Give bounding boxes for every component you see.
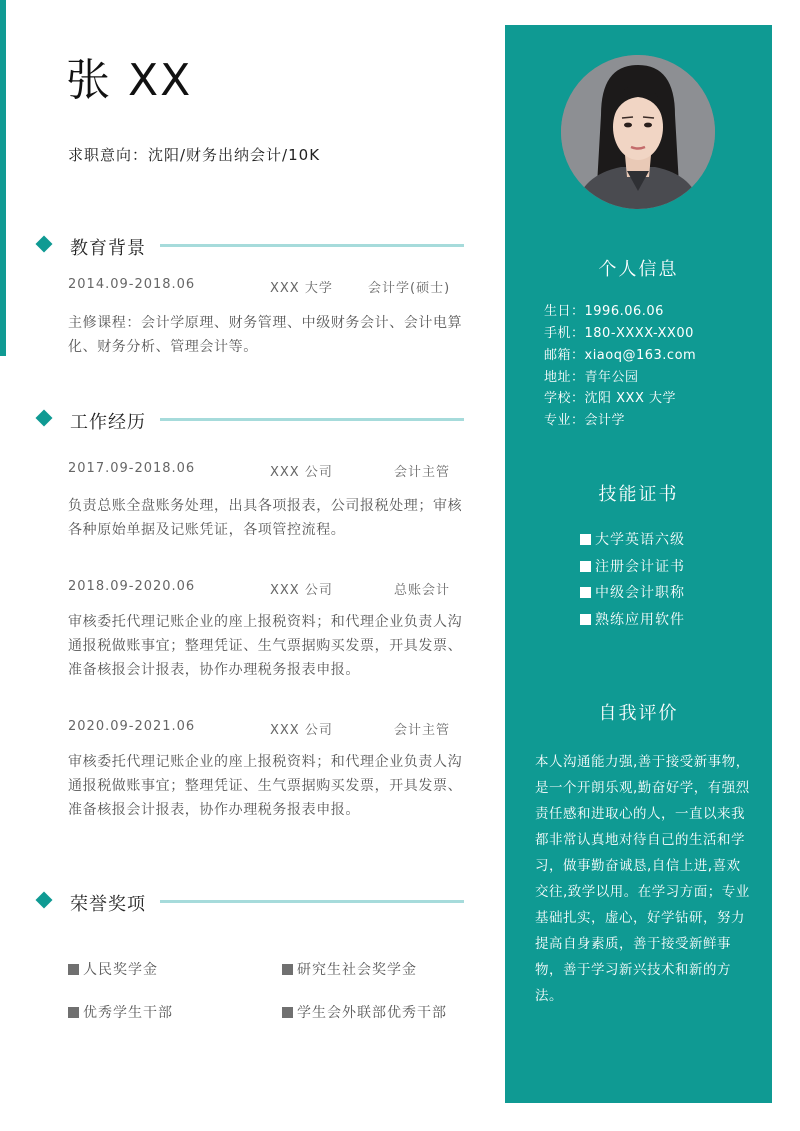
work-company: XXX 公司 xyxy=(270,723,333,738)
award-label: 研究生社会奖学金 xyxy=(297,962,417,978)
left-accent-bar xyxy=(0,0,6,356)
education-major: 会计学(硕士) xyxy=(368,281,451,296)
award-label: 人民奖学金 xyxy=(83,962,158,978)
diamond-icon xyxy=(36,410,53,427)
square-bullet-icon xyxy=(68,1007,79,1018)
square-bullet-icon xyxy=(580,587,591,598)
self-eval-text: 本人沟通能力强,善于接受新事物，是一个开朗乐观,勤奋好学，有强烈责任感和进取心的人，一直以来我都非常认真地对待自己的生活和学习，做事勤奋诚恳,自信上进,喜欢交往,致学以用。在学习方面；专业基础扎实，虚心，好学钻研，努力提高自身素质，善于接受新鲜事物，善于学习新兴技术和新的方法。 xyxy=(535,754,750,1004)
work-date: 2017.09-2018.06 xyxy=(68,461,196,476)
personal-birthday: 生日：1996.06.06 xyxy=(544,304,664,319)
sidebar-panel xyxy=(505,25,772,1103)
personal-email: 邮箱：xiaoq@163.com xyxy=(544,348,697,363)
work-header xyxy=(36,408,464,432)
award-item xyxy=(68,1002,173,1022)
education-title: 教育背景 xyxy=(70,238,146,259)
skill-label: 大学英语六级 xyxy=(595,532,685,548)
award-item xyxy=(68,959,158,979)
skill-label: 注册会计证书 xyxy=(595,559,685,575)
education-date: 2014.09-2018.06 xyxy=(68,277,196,292)
square-bullet-icon xyxy=(580,614,591,625)
work-role: 会计主管 xyxy=(394,723,451,738)
skill-label: 熟练应用软件 xyxy=(595,612,685,628)
skill-item xyxy=(580,529,685,549)
award-item xyxy=(282,1002,447,1022)
personal-major: 专业：会计学 xyxy=(544,413,626,428)
work-role: 总账会计 xyxy=(394,583,451,598)
skills-title: 技能证书 xyxy=(598,484,679,505)
self-eval-title: 自我评价 xyxy=(598,703,679,724)
profile-photo xyxy=(561,55,715,209)
square-bullet-icon xyxy=(282,1007,293,1018)
personal-title: 个人信息 xyxy=(598,259,679,280)
diamond-icon xyxy=(36,892,53,909)
work-desc: 审核委托代理记账企业的座上报税资料；和代理企业负责人沟通报税做账事宜；整理凭证、生气票据购买发票，开具发票、准备核报会计报表，协作办理税务报表申报。 xyxy=(68,754,463,818)
skill-item xyxy=(580,582,685,602)
education-school: XXX 大学 xyxy=(270,281,333,296)
honors-title: 荣誉奖项 xyxy=(70,894,146,915)
section-rule xyxy=(160,418,464,421)
work-title: 工作经历 xyxy=(70,412,146,433)
work-company: XXX 公司 xyxy=(270,465,333,480)
section-rule xyxy=(160,244,464,247)
square-bullet-icon xyxy=(68,964,79,975)
skill-label: 中级会计职称 xyxy=(595,585,685,601)
work-desc: 审核委托代理记账企业的座上报税资料；和代理企业负责人沟通报税做账事宜；整理凭证、生气票据购买发票，开具发票、准备核报会计报表，协作办理税务报表申报。 xyxy=(68,614,463,678)
honors-header xyxy=(36,890,464,914)
work-role: 会计主管 xyxy=(394,465,451,480)
education-courses: 主修课程：会计学原理、财务管理、中级财务会计、会计电算化、财务分析、管理会计等。 xyxy=(68,315,463,355)
job-intent: 求职意向：沈阳/财务出纳会计/10K xyxy=(68,146,321,164)
portrait-illustration xyxy=(561,55,715,209)
section-rule xyxy=(160,900,464,903)
square-bullet-icon xyxy=(580,534,591,545)
square-bullet-icon xyxy=(580,561,591,572)
work-desc: 负责总账全盘账务处理，出具各项报表，公司报税处理；审核各种原始单据及记账凭证，各项管控流程。 xyxy=(68,498,463,538)
work-date: 2020.09-2021.06 xyxy=(68,719,196,734)
skill-item xyxy=(580,556,685,576)
award-label: 优秀学生干部 xyxy=(83,1005,173,1021)
personal-school: 学校：沈阳 XXX 大学 xyxy=(544,391,676,406)
award-label: 学生会外联部优秀干部 xyxy=(297,1005,447,1021)
work-company: XXX 公司 xyxy=(270,583,333,598)
work-date: 2018.09-2020.06 xyxy=(68,579,196,594)
award-item xyxy=(282,959,417,979)
personal-phone: 手机：180-XXXX-XX00 xyxy=(544,326,694,341)
candidate-name: 张 XX xyxy=(66,55,193,106)
square-bullet-icon xyxy=(282,964,293,975)
skill-item xyxy=(580,609,685,629)
personal-address: 地址：青年公园 xyxy=(544,370,639,385)
education-header xyxy=(36,234,464,258)
diamond-icon xyxy=(36,236,53,253)
